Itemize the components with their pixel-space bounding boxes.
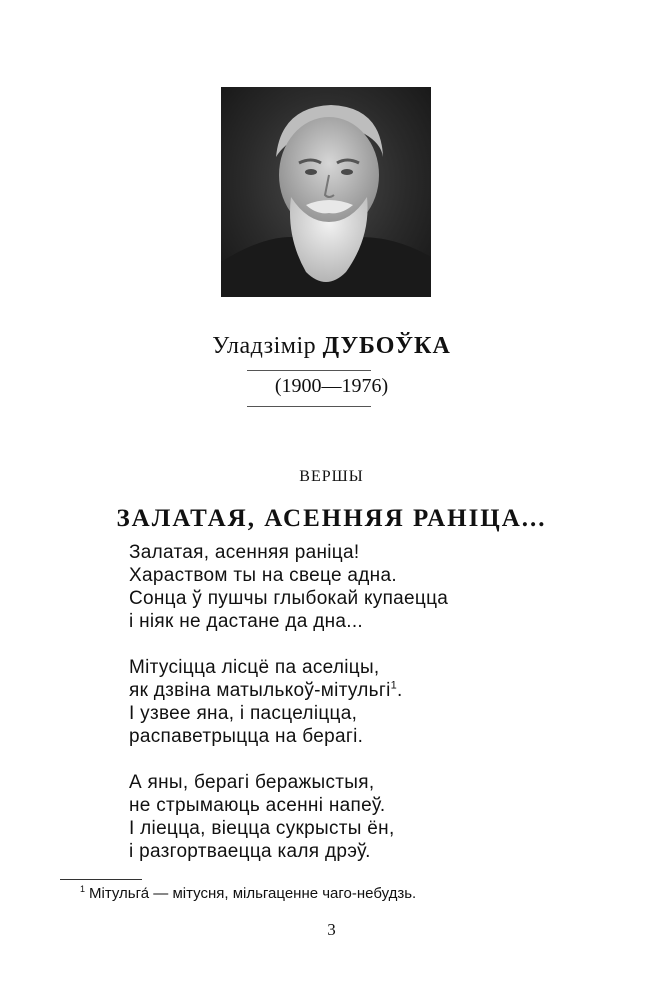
portrait-photo-icon xyxy=(221,87,431,297)
poem-line: І ліецца, віецца сукрысты ён, xyxy=(129,818,395,839)
poem-line: не стрымаюць асенні напеў. xyxy=(129,795,386,816)
section-title: ВЕРШЫ xyxy=(299,468,364,485)
poem-line: і разгортваецца каля дрэў. xyxy=(129,841,371,862)
poem-line: Хараством ты на свеце адна. xyxy=(129,565,397,586)
years-bottom-rule xyxy=(247,406,371,407)
poem-line: і ніяк не дастане да дна... xyxy=(129,611,363,632)
footnote xyxy=(80,885,416,902)
stanza xyxy=(129,771,569,863)
page-number: 3 xyxy=(327,920,336,939)
author-portrait xyxy=(221,87,431,297)
poem-line: распаветрыцца на берагі. xyxy=(129,726,364,747)
years-top-rule xyxy=(247,370,371,371)
poem-title: ЗАЛАТАЯ, АСЕННЯЯ РАНІЦА... xyxy=(116,505,547,532)
author-first-name: Уладзімір xyxy=(212,333,317,359)
poem-line-text: як дзвіна матылькоў-мітульгі xyxy=(129,680,391,701)
footnote-number: 1 xyxy=(80,884,86,894)
stanza xyxy=(129,656,569,748)
poem-line: як дзвіна матылькоў-мітульгі$^1$. xyxy=(129,679,403,701)
stanza xyxy=(129,541,569,633)
footnote-separator xyxy=(60,879,142,880)
author-years: (1900—1976) xyxy=(274,375,389,397)
poem-line: І узвее яна, і пасцеліцца, xyxy=(129,703,358,724)
author-surname: ДУБОЎКА xyxy=(322,333,451,359)
poem-body xyxy=(129,541,569,886)
footnote-text: Мітульга́ — мітусня, мільгаценне чаго-небудзь. xyxy=(89,885,417,902)
author-name xyxy=(0,333,663,360)
poem-line: А яны, берагі беражыстыя, xyxy=(129,772,375,793)
footnote-marker[interactable]: 1 xyxy=(390,679,398,692)
poem-line: Мітусіцца лісцё па аселіцы, xyxy=(129,657,380,678)
poem-line: Залатая, асенняя раніца! xyxy=(129,542,360,563)
poem-line: Сонца ў пушчы глыбокай купаецца xyxy=(129,588,449,609)
